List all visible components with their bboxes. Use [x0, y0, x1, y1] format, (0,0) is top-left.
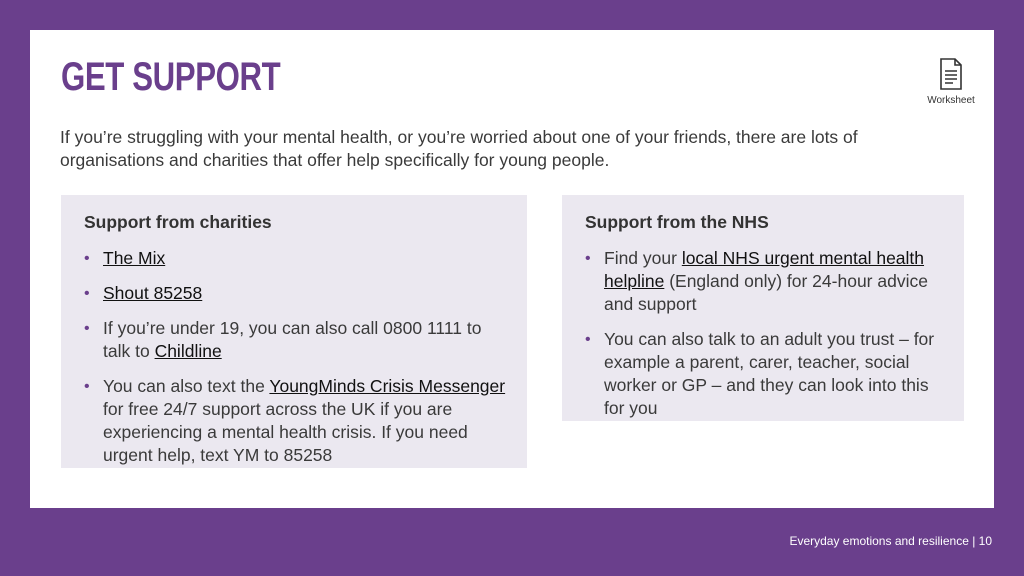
document-icon — [939, 58, 963, 90]
childline-text: If you’re under 19, you can also call 0800 1111 to talk to — [103, 318, 482, 361]
youngminds-post-text: for free 24/7 support across the UK if you are experiencing a mental health crisis. If you need urgent help, text YM to 85258 — [103, 399, 468, 465]
nhs-helpline-link[interactable]: local NHS urgent mental health helpline — [604, 248, 925, 291]
charities-heading: Support from charities — [84, 212, 272, 232]
youngminds-link[interactable]: YoungMinds Crisis Messenger — [269, 376, 506, 396]
nhs-list — [585, 247, 944, 420]
intro-text: If you’re struggling with your mental health, or you’re worried about one of your friends, there are lots of organisations and charities that offer help specifically for young people. — [60, 127, 858, 170]
nhs-post-text: (England only) for 24-hour advice and support — [604, 271, 928, 314]
charities-panel — [61, 195, 527, 468]
worksheet-label: Worksheet — [927, 95, 975, 106]
worksheet-button[interactable] — [924, 58, 978, 106]
trusted-adult-text: You can also talk to an adult you trust – for example a parent, carer, teacher, social worker or GP – and they can look into this for you — [604, 329, 935, 418]
shout-link[interactable]: Shout 85258 — [103, 283, 203, 303]
list-item — [84, 247, 507, 270]
list-item — [585, 328, 944, 420]
youngminds-pre-text: You can also text the — [103, 376, 270, 396]
nhs-pre-text: Find your — [604, 248, 682, 268]
page-title: GET SUPPORT — [61, 55, 281, 99]
list-item — [84, 317, 507, 363]
list-item — [84, 282, 507, 305]
charities-list — [84, 247, 507, 467]
nhs-panel — [562, 195, 964, 421]
list-item — [84, 375, 507, 467]
the-mix-link[interactable]: The Mix — [103, 248, 166, 268]
childline-link[interactable]: Childline — [154, 341, 222, 361]
nhs-heading: Support from the NHS — [585, 212, 769, 232]
list-item — [585, 247, 944, 316]
slide-card — [30, 30, 994, 508]
footer-caption: Everyday emotions and resilience | 10 — [789, 534, 992, 548]
